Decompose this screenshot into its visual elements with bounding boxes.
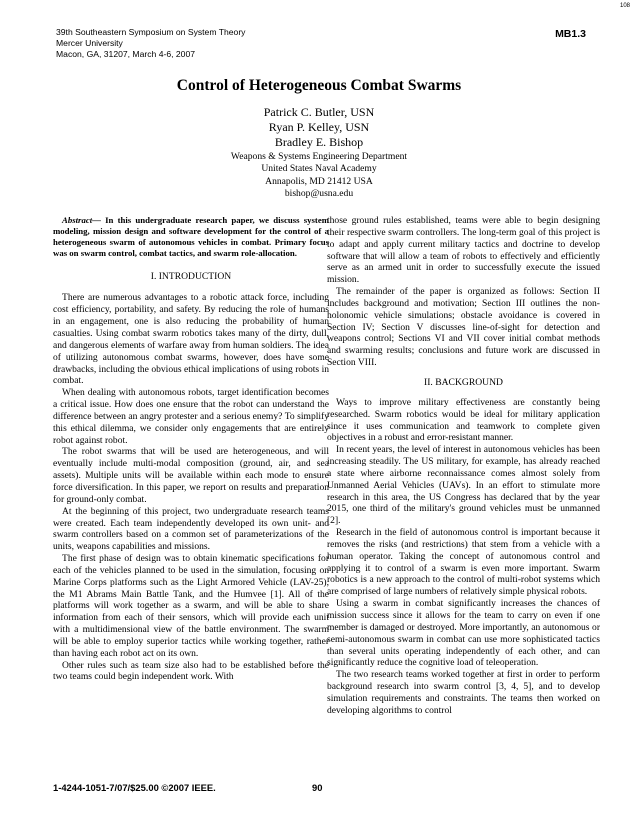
- right-column: [327, 215, 600, 717]
- conference-info: [56, 27, 245, 60]
- page-number: 90: [312, 782, 323, 793]
- body-paragraph: Research in the field of autonomous control is important because it removes the risks (and restrictions) that stem from a vehicle with a human operator. Taking the concept of autonomous control and applying it to control of a swarm is even more important. Swarm robotics is a new approach to the control of multi-robot systems which are comprised of large numbers of relatively simple physical robots.: [327, 527, 600, 598]
- author-list: [0, 105, 638, 150]
- left-column: [53, 215, 329, 683]
- body-paragraph: Using a swarm in combat significantly increases the chances of mission success since it allows for the team to carry on even if one member is damaged or destroyed. More importantly, an autonomous or semi-autonomous swarm in combat can use more sophisticated tactics than several units operating independently of each other, and can significantly reduce the cognitive load of teleoperation.: [327, 598, 600, 669]
- conference-name: 39th Southeastern Symposium on System Theory: [56, 27, 246, 37]
- session-code: MB1.3: [555, 28, 586, 40]
- section-heading-background: II. BACKGROUND: [424, 376, 503, 388]
- abstract-label: Abstract: [62, 215, 93, 225]
- affiliation-institution: United States Naval Academy: [261, 163, 377, 175]
- copyright-notice: 1-4244-1051-7/07/$25.00 ©2007 IEEE.: [53, 782, 216, 793]
- conference-location-date: Macon, GA, 31207, March 4-6, 2007: [56, 49, 196, 59]
- body-paragraph: The robot swarms that will be used are heterogeneous, and will eventually include multi-modal composition (ground, air, and sea assets). Multiple units will be available within each mode to ensure force diversification. In this paper, we report on results and preparation for ground-only combat.: [53, 446, 329, 505]
- body-paragraph: Ways to improve military effectiveness are constantly being researched. Swarm robotics would be ideal for military application since it uses communication and teamwork to complete given objectives in a robust and error-resistant manner.: [327, 396, 600, 444]
- body-paragraph: The two research teams worked together at first in order to perform background research into swarm control [3, 4, 5], and to develop simulation requirements and constraints. The teams then worked on developing algorithms to control: [327, 669, 600, 716]
- affiliation-department: Weapons & Systems Engineering Department: [230, 151, 408, 162]
- paper-title: Control of Heterogeneous Combat Swarms: [176, 77, 462, 94]
- body-paragraph: There are numerous advantages to a robotic attack force, including cost efficiency, portability, and safety. By reducing the role of humans in an engagement, one is also reducing the probability of human casualties. Using combat swarm robotics takes many of the dirty, dull, and dangerous elements of warfare away from human soldiers. The idea of utilizing autonomous combat swarms, however, does have some drawbacks, including the obvious ethical implications of using robots in combat.: [53, 292, 329, 387]
- section-heading-introduction: I. INTRODUCTION: [150, 270, 232, 282]
- body-paragraph: The remainder of the paper is organized as follows: Section II includes background and motivation; Section III outlines the non-holonomic vehicle simulations; obstacle avoidance is covered in Section IV; Section V discusses line-of-sight for detection and weapons control; Sections VI and VII cover initial combat methods and swarming results; conclusions and future work are discussed in Section VIII.: [327, 286, 600, 369]
- affiliation-address: Annapolis, MD 21412 USA: [265, 175, 373, 187]
- body-paragraph: At the beginning of this project, two undergraduate research teams were created. Each team independently developed its own unit- and swarm controllers based on a common set of parameterizations of the units, weapons capabilities and missions.: [53, 505, 329, 553]
- body-paragraph: those ground rules established, teams were able to begin designing their respective swarm controllers. The long-term goal of this project is to adapt and apply current military tactics and doctrine to develop software that will allow a team of robots to effectively and efficiently serve as an armed unit in order to successfully execute the issued mission.: [327, 215, 600, 286]
- body-paragraph: When dealing with autonomous robots, target identification becomes a critical issue. How does one ensure that the robot can understand the difference between an angry protester and a serious enemy? To simplify this ethical dilemma, we consider only engagements that are entirely robot against robot.: [53, 387, 329, 446]
- body-paragraph: The first phase of design was to obtain kinematic specifications for each of the vehicles planned to be used in the simulation, focusing on Marine Corps platforms such as the Light Armored Vehicle (LAV-25), the M1 Abrams Main Battle Tank, and the Humvee [1]. All of the platforms will work together as a swarm, and will be able to share information from each of their sensors, which will provide each unit with a multidimensional view of the battle environment. The swarm will be able to employ superior tactics while working together, rather than having each robot act on its own.: [53, 553, 329, 659]
- author-name: Ryan P. Kelley, USN: [268, 120, 370, 134]
- conference-venue: Mercer University: [56, 38, 123, 48]
- abstract-text: — In this undergraduate research paper, we discuss system modeling, mission design and software development for the control of a heterogeneous swarm of autonomous vehicles in combat. Primary focus was on swarm control, combat tactics, and swarm role-allocation.: [53, 215, 329, 258]
- affiliation: [0, 151, 638, 200]
- abstract: [53, 215, 329, 259]
- page-corner-number: 108: [619, 3, 630, 9]
- author-name: Patrick C. Butler, USN: [263, 105, 375, 119]
- author-name: Bradley E. Bishop: [274, 135, 364, 149]
- body-paragraph: Other rules such as team size also had to be established before the two teams could begin independent work. With: [53, 659, 329, 683]
- body-paragraph: In recent years, the level of interest in autonomous vehicles has been increasing steadily. The US military, for example, has already reached a state where airborne reconnaissance comes almost solely from Unmanned Aerial Vehicles (UAVs). In an effort to stimulate more research in this area, the US Congress has declared that by the year 2015, one third of the military's ground vehicles must be unmanned [2].: [327, 444, 600, 527]
- author-email[interactable]: bishop@usna.edu: [284, 187, 354, 199]
